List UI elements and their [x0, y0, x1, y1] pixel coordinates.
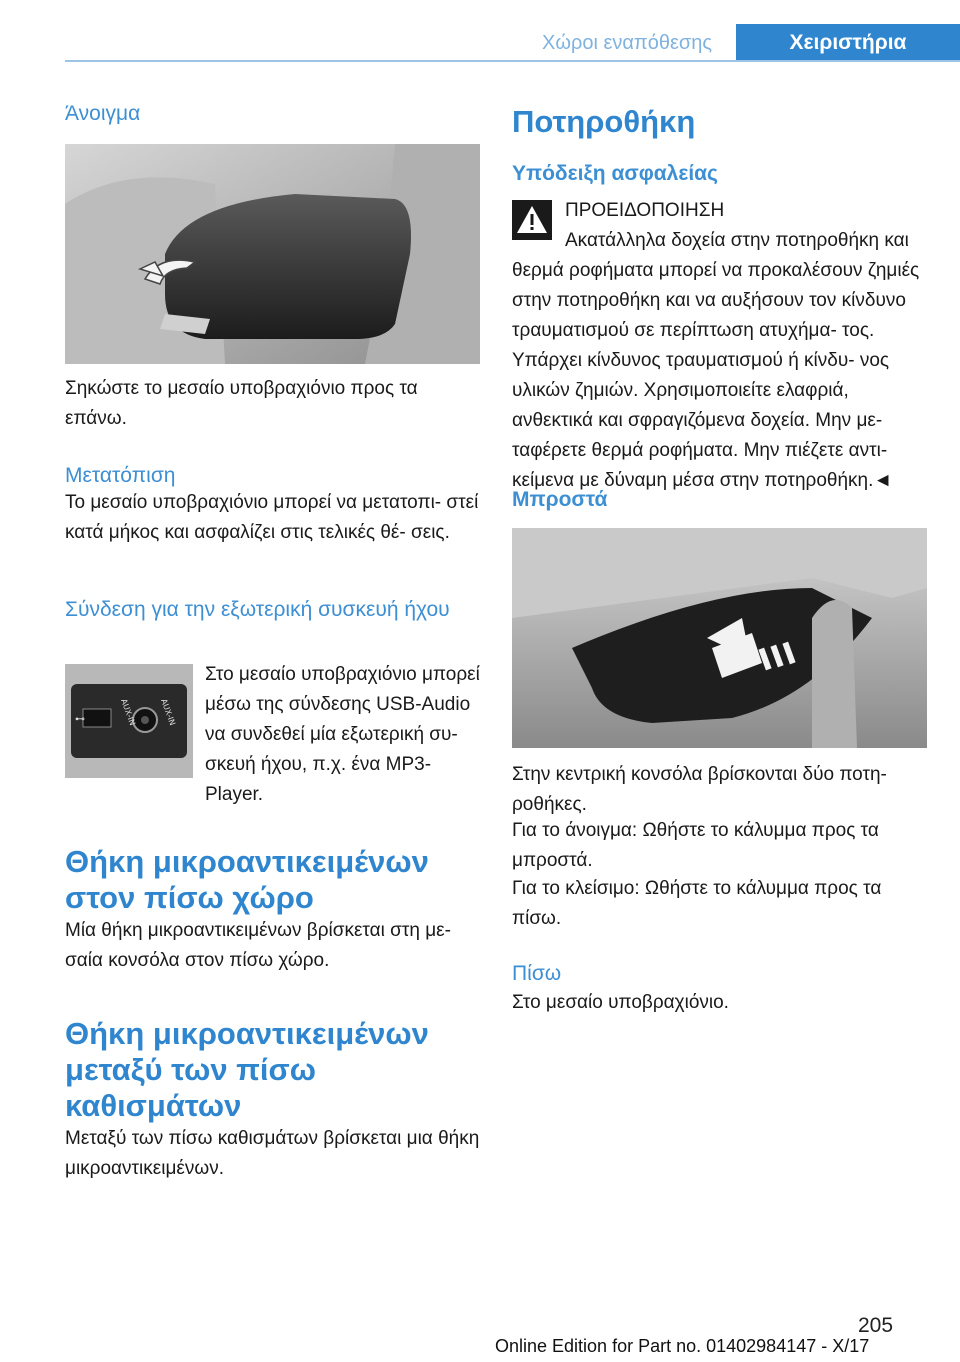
- rear-storage-heading: Θήκη μικροαντικειμένων στον πίσω χώρο: [65, 844, 429, 915]
- shift-text: Το μεσαίο υποβραχιόνιο μπορεί να μετατοπι- στεί κατά μήκος και ασφαλίζει στις τελικές θέ- σεις.: [65, 492, 479, 543]
- seats-storage-heading: Θήκη μικροαντικειμένων μεταξύ των πίσω καθισμάτων: [65, 1016, 429, 1123]
- audio-heading: Σύνδεση για την εξωτερική συσκευή ήχου: [65, 598, 450, 621]
- seats-storage-text: Μεταξύ των πίσω καθισμάτων βρίσκεται μια θήκη μικροαντικειμένων.: [65, 1128, 480, 1179]
- rear-cupholder-text: Στο μεσαίο υποβραχιόνιο.: [512, 992, 729, 1013]
- page-number: 205: [858, 1314, 894, 1337]
- armrest-photo: [65, 144, 480, 364]
- front-cupholder-photo: [512, 528, 927, 748]
- audio-text: Στο μεσαίο υποβραχιόνιο μπορεί μέσω της σύνδεσης USB-Audio να συνδεθεί μία εξωτερική συ- σκευή ήχου, π.χ. ένα MP3- Player.: [205, 664, 480, 805]
- header-section-title: Χώροι εναπόθεσης: [542, 32, 712, 54]
- warning-label: ΠΡΟΕΙΔΟΠΟΙΗΣΗ: [565, 200, 725, 221]
- open-heading: Άνοιγμα: [65, 102, 141, 125]
- rear-storage-text: Μία θήκη μικροαντικειμένων βρίσκεται στη με- σαία κονσόλα στον πίσω χώρο.: [65, 920, 451, 971]
- rear-cupholder-heading: Πίσω: [512, 962, 562, 985]
- shift-heading: Μετατόπιση: [65, 464, 176, 487]
- aux-usb-photo: [65, 664, 193, 778]
- open-text: Σηκώστε το μεσαίο υποβραχιόνιο προς τα επάνω.: [65, 378, 418, 429]
- warning-text: Ακατάλληλα δοχεία στην ποτηροθήκη και θερμά ροφήματα μπορεί να προκαλέσουν ζημιές στην ποτηροθήκη και να αυξήσουν τον κίνδυνο τραυματισμού σε περίπτωση ατυχήμα- τος. Υπάρχει κίνδυνος τραυματισμού ή κίνδυ- νος υλικών ζημιών. Χρησιμοποιείτε ελαφριά, ανθεκτικά και σφραγιζόμενα δοχεία. Μην με- ταφέρετε θερμά ροφήματα. Μην πιέζετε αντι- κείμενα με δύναμη μέσα στην ποτηροθήκη.◄: [512, 230, 920, 491]
- aux-label-right: AUX-IN: [159, 697, 178, 727]
- front-text-3: Για το κλείσιμο: Ωθήστε το κάλυμμα προς τα πίσω.: [512, 878, 882, 929]
- safety-heading: Υπόδειξη ασφαλείας: [512, 162, 718, 185]
- front-text-1: Στην κεντρική κονσόλα βρίσκονται δύο ποτη- ροθήκες.: [512, 764, 887, 815]
- svg-text:⊷: ⊷: [75, 714, 85, 725]
- cupholder-heading: Ποτηροθήκη: [512, 104, 696, 139]
- edition-footer: Online Edition for Part no. 01402984147 - X/17: [495, 1336, 870, 1356]
- header-divider: [65, 60, 960, 62]
- front-text-2: Για το άνοιγμα: Ωθήστε το κάλυμμα προς τα μπροστά.: [512, 820, 879, 871]
- header-chapter-tab: Χειριστήρια: [736, 24, 960, 62]
- front-heading: Μπροστά: [512, 488, 608, 511]
- aux-label-left: AUX-IN: [119, 697, 138, 727]
